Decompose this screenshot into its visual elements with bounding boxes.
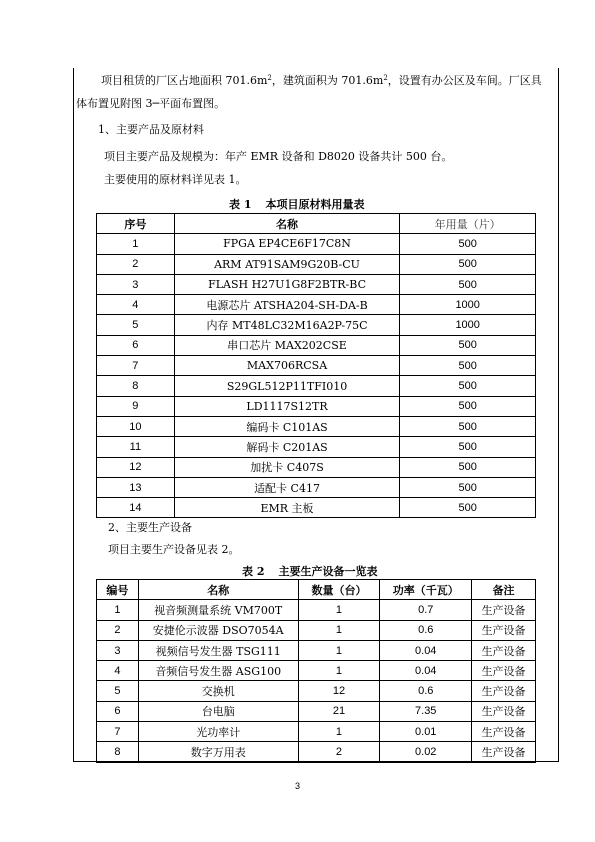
table-cell: 1 (97, 234, 175, 254)
table-cell: 12 (97, 457, 175, 477)
paragraph-layout-ref: 体布置见附图 3─平面布置图。 (76, 97, 226, 110)
table-cell: 生产设备 (472, 681, 536, 701)
table-cell: 生产设备 (472, 701, 536, 721)
table-cell: FLASH H27U1G8F2BTR-BC (174, 274, 400, 294)
table-cell: LD1117S12TR (174, 396, 400, 416)
area-superscript: 2 (383, 74, 388, 82)
table-cell: 10 (97, 416, 175, 436)
table-cell: 8 (97, 376, 175, 396)
table-cell: 500 (400, 335, 536, 355)
column-header: 数量（台） (298, 580, 380, 600)
table-row (97, 396, 536, 416)
table-cell: 安捷伦示波器 DSO7054A (138, 620, 298, 640)
table-cell: 7.35 (380, 701, 472, 721)
table-row (97, 640, 536, 660)
area-superscript: 2 (267, 74, 272, 82)
table-cell: 1 (298, 722, 380, 742)
table-cell: 1 (298, 640, 380, 660)
table-cell: 500 (400, 234, 536, 254)
column-header: 名称 (138, 580, 298, 600)
table-cell: MAX706RCSA (174, 356, 400, 376)
table-row (97, 681, 536, 701)
table-cell: 5 (97, 315, 175, 335)
table-cell: 生产设备 (472, 742, 536, 762)
table-cell: 500 (400, 457, 536, 477)
table-cell: 500 (400, 396, 536, 416)
table-cell: 光功率计 (138, 722, 298, 742)
table-cell: 6 (97, 701, 139, 721)
paragraph-equipment-ref: 项目主要生产设备见表 2。 (108, 543, 240, 556)
table-cell: 4 (97, 661, 139, 681)
table-cell: 0.02 (380, 742, 472, 762)
table-cell: 12 (298, 681, 380, 701)
table2-caption (242, 563, 377, 579)
table-cell: 1 (298, 600, 380, 620)
column-header: 功率（千瓦） (380, 580, 472, 600)
table-cell: 编码卡 C101AS (174, 416, 400, 436)
table-cell: 加扰卡 C407S (174, 457, 400, 477)
table-cell: 0.7 (380, 600, 472, 620)
table-cell: 音频信号发生器 ASG100 (138, 661, 298, 681)
table-cell: 500 (400, 437, 536, 457)
table2-caption-number: 表 2 (242, 565, 265, 578)
table-cell: 解码卡 C201AS (174, 437, 400, 457)
table-cell: 1 (298, 661, 380, 681)
table-row (97, 335, 536, 355)
table-row (97, 416, 536, 436)
table-cell: 8 (97, 742, 139, 762)
table-cell: 台电脑 (138, 701, 298, 721)
table-cell: FPGA EP4CE6F17C8N (174, 234, 400, 254)
table-cell: 500 (400, 416, 536, 436)
table-cell: 数字万用表 (138, 742, 298, 762)
table-row (97, 742, 536, 762)
table-row (97, 600, 536, 620)
column-header: 序号 (97, 214, 175, 234)
table-cell: 7 (97, 356, 175, 376)
table-cell: 适配卡 C417 (174, 477, 400, 497)
table-cell: 5 (97, 681, 139, 701)
table2-caption-title: 主要生产设备一览表 (278, 565, 378, 578)
table1-caption-number: 表 1 (229, 198, 252, 211)
table-cell: 2 (97, 620, 139, 640)
table-cell: 生产设备 (472, 620, 536, 640)
table-cell: 串口芯片 MAX202CSE (174, 335, 400, 355)
table-cell: 3 (97, 274, 175, 294)
table-row (97, 477, 536, 497)
section-heading-equipment: 2、主要生产设备 (108, 521, 192, 534)
paragraph-site-area (101, 74, 542, 88)
table-cell: EMR 主板 (174, 498, 400, 518)
table-cell: 21 (298, 701, 380, 721)
table-cell: 交换机 (138, 681, 298, 701)
column-header: 备注 (472, 580, 536, 600)
table-cell: 1000 (400, 295, 536, 315)
table-row (97, 295, 536, 315)
table-row (97, 701, 536, 721)
table-cell: 2 (97, 254, 175, 274)
table-cell: 生产设备 (472, 722, 536, 742)
table-cell: 7 (97, 722, 139, 742)
table-row (97, 437, 536, 457)
table-row (97, 661, 536, 681)
table-row (97, 315, 536, 335)
table-row (97, 356, 536, 376)
table-cell: 生产设备 (472, 640, 536, 660)
table-row (97, 254, 536, 274)
table-cell: 1 (298, 620, 380, 640)
table-cell: 生产设备 (472, 600, 536, 620)
table-cell: 3 (97, 640, 139, 660)
area-text-a: 项目租赁的厂区占地面积 701.6m (101, 74, 268, 87)
table-cell: 6 (97, 335, 175, 355)
table-cell: 内存 MT48LC32M16A2P-75C (174, 315, 400, 335)
table-cell: 0.04 (380, 661, 472, 681)
table-cell: 1 (97, 600, 139, 620)
table-row (97, 498, 536, 518)
table-cell: 9 (97, 396, 175, 416)
table-cell: 500 (400, 376, 536, 396)
area-text-c: ，设置有办公区及车间。厂区具 (387, 74, 542, 87)
table-cell: 500 (400, 254, 536, 274)
table-row (97, 457, 536, 477)
table-row (97, 620, 536, 640)
page-number: 3 (294, 781, 300, 791)
paragraph-products: 项目主要产品及规模为：年产 EMR 设备和 D8020 设备共计 500 台。 (104, 150, 453, 163)
table-cell: 视频信号发生器 TSG111 (138, 640, 298, 660)
table-cell: 电源芯片 ATSHA204-SH-DA-B (174, 295, 400, 315)
area-text-b: ，建筑面积为 701.6m (271, 74, 384, 87)
table-cell: 2 (298, 742, 380, 762)
table-cell: 0.6 (380, 620, 472, 640)
table-cell: 1000 (400, 315, 536, 335)
table-cell: 4 (97, 295, 175, 315)
paragraph-materials-ref: 主要使用的原材料详见表 1。 (104, 173, 247, 186)
section-heading-products: 1、主要产品及原材料 (98, 123, 204, 136)
table-cell: 视音频测量系统 VM700T (138, 600, 298, 620)
table-cell: 0.01 (380, 722, 472, 742)
table-cell: 500 (400, 274, 536, 294)
table-cell: 500 (400, 356, 536, 376)
table-cell: 11 (97, 437, 175, 457)
table1-caption (229, 196, 364, 212)
table-cell: 0.6 (380, 681, 472, 701)
table-cell: 13 (97, 477, 175, 497)
table-cell: 0.04 (380, 640, 472, 660)
table-cell: ARM AT91SAM9G20B-CU (174, 254, 400, 274)
table-row (97, 722, 536, 742)
column-header: 年用量（片） (400, 214, 536, 234)
table-cell: 500 (400, 498, 536, 518)
table-cell: 14 (97, 498, 175, 518)
table1-caption-title: 本项目原材料用量表 (265, 198, 365, 211)
table-cell: 生产设备 (472, 661, 536, 681)
table-header-row (97, 580, 536, 600)
table-header-row (97, 214, 536, 234)
column-header: 名称 (174, 214, 400, 234)
table-row (97, 274, 536, 294)
equipment-table (96, 579, 536, 763)
table-cell: 500 (400, 477, 536, 497)
materials-table (96, 213, 536, 518)
table-row (97, 234, 536, 254)
column-header: 编号 (97, 580, 139, 600)
table-row (97, 376, 536, 396)
table-cell: S29GL512P11TFI010 (174, 376, 400, 396)
